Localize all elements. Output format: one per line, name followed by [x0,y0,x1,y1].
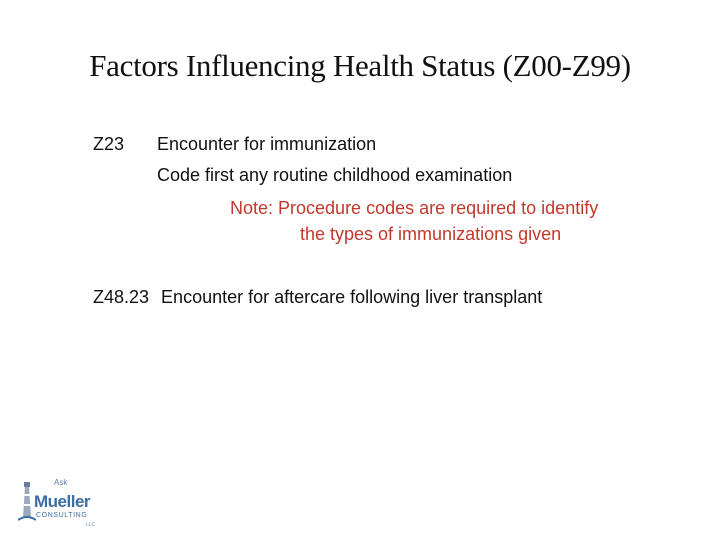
z48-description: Encounter for aftercare following liver transplant [161,287,543,307]
z23-instruction: Code first any routine childhood examination [157,165,513,185]
company-logo [16,478,96,530]
logo-ask-text: Ask [54,478,68,487]
code-z23: Z23 [93,134,125,154]
code-z48: Z48.23 [93,287,150,307]
z23-note-line1: Note: Procedure codes are required to identify [230,198,599,218]
logo-name: Mueller [34,492,91,511]
logo-llc-text: LLC [86,522,96,528]
z48-entry [93,285,542,309]
slide-title: Factors Influencing Health Status (Z00-Z99) [89,48,631,83]
z23-description: Encounter for immunization [157,134,377,154]
z23-note-line2: the types of immunizations given [300,224,562,244]
logo-consulting-text: CONSULTING [36,512,88,519]
